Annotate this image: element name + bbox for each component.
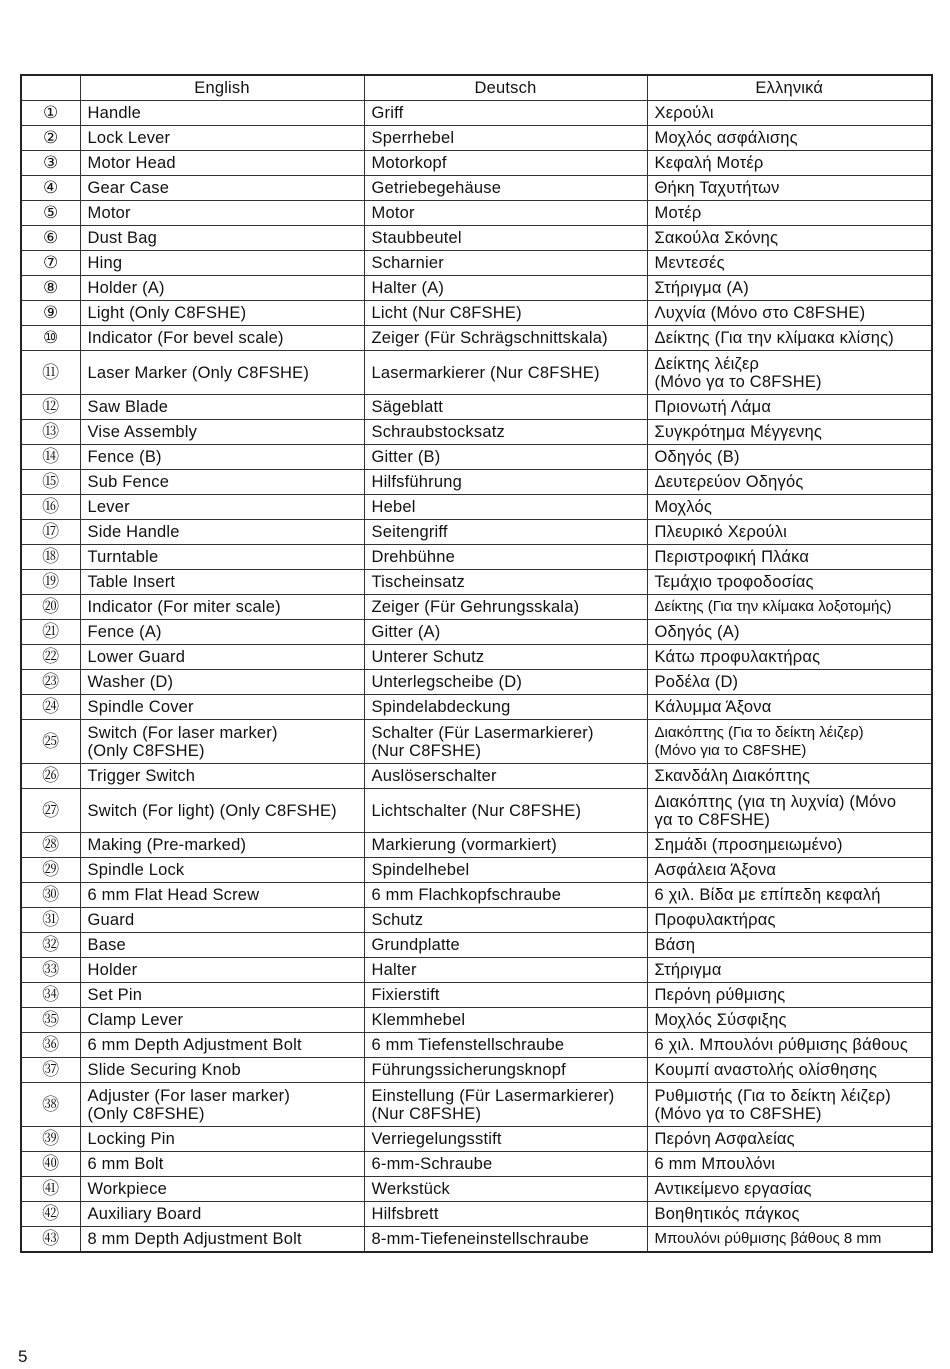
cell-deutsch: Spindelabdeckung — [364, 695, 647, 720]
cell-english: Gear Case — [80, 176, 364, 201]
cell-ellinika: Στήριγμα — [647, 958, 932, 983]
cell-deutsch: Hilfsführung — [364, 470, 647, 495]
row-number: ㊸ — [21, 1227, 80, 1253]
table-row — [21, 351, 932, 395]
table-row — [21, 695, 932, 720]
cell-deutsch: Motor — [364, 201, 647, 226]
header-english: English — [80, 75, 364, 101]
cell-ellinika: Πριονωτή Λάμα — [647, 395, 932, 420]
cell-ellinika: Οδηγός (Β) — [647, 445, 932, 470]
cell-english: Motor — [80, 201, 364, 226]
cell-deutsch: Sägeblatt — [364, 395, 647, 420]
cell-english: Saw Blade — [80, 395, 364, 420]
cell-ellinika — [647, 789, 932, 833]
cell-english: Laser Marker (Only C8FSHE) — [80, 351, 364, 395]
row-number: ⑥ — [21, 226, 80, 251]
cell-deutsch: Griff — [364, 101, 647, 126]
cell-deutsch: 6-mm-Schraube — [364, 1152, 647, 1177]
cell-ellinika: Ασφάλεια Άξονα — [647, 858, 932, 883]
cell-text: Schalter (Für Lasermarkierer) (Nur C8FSHE) — [371, 723, 594, 760]
row-number: ⑳ — [21, 595, 80, 620]
cell-ellinika: Κάτω προφυλακτήρας — [647, 645, 932, 670]
cell-ellinika: Περόνη Ασφαλείας — [647, 1127, 932, 1152]
cell-deutsch: Zeiger (Für Gehrungsskala) — [364, 595, 647, 620]
cell-ellinika — [647, 1083, 932, 1127]
cell-english: Switch (For light) (Only C8FSHE) — [80, 789, 364, 833]
cell-ellinika: Πλευρικό Χερούλι — [647, 520, 932, 545]
cell-deutsch: Spindelhebel — [364, 858, 647, 883]
row-number: ④ — [21, 176, 80, 201]
row-number: ㊶ — [21, 1177, 80, 1202]
cell-english: Set Pin — [80, 983, 364, 1008]
cell-english: Light (Only C8FSHE) — [80, 301, 364, 326]
table-row — [21, 1083, 932, 1127]
table-row — [21, 858, 932, 883]
cell-deutsch: Führungssicherungsknopf — [364, 1058, 647, 1083]
cell-ellinika: Αντικείμενο εργασίας — [647, 1177, 932, 1202]
table-row — [21, 395, 932, 420]
cell-english: Indicator (For bevel scale) — [80, 326, 364, 351]
row-number: ㊲ — [21, 1058, 80, 1083]
cell-ellinika: Μοχλός Σύσφιξης — [647, 1008, 932, 1033]
row-number: ⑰ — [21, 520, 80, 545]
cell-deutsch: Gitter (A) — [364, 620, 647, 645]
cell-deutsch: Fixierstift — [364, 983, 647, 1008]
table-row — [21, 670, 932, 695]
cell-english: 8 mm Depth Adjustment Bolt — [80, 1227, 364, 1253]
cell-ellinika: Περιστροφική Πλάκα — [647, 545, 932, 570]
table-row — [21, 470, 932, 495]
table-row — [21, 301, 932, 326]
cell-english: 6 mm Depth Adjustment Bolt — [80, 1033, 364, 1058]
cell-ellinika: Τεμάχιο τροφοδοσίας — [647, 570, 932, 595]
table-row — [21, 645, 932, 670]
cell-english: Holder (A) — [80, 276, 364, 301]
row-number: ㊱ — [21, 1033, 80, 1058]
cell-english: Washer (D) — [80, 670, 364, 695]
cell-deutsch: Sperrhebel — [364, 126, 647, 151]
cell-ellinika: Μοχλός ασφάλισης — [647, 126, 932, 151]
cell-english: Holder — [80, 958, 364, 983]
cell-english — [80, 1083, 364, 1127]
cell-deutsch — [364, 1083, 647, 1127]
cell-ellinika — [647, 351, 932, 395]
cell-ellinika: 6 χιλ. Μπουλόνι ρύθμισης βάθους — [647, 1033, 932, 1058]
row-number: ① — [21, 101, 80, 126]
cell-english: Lock Lever — [80, 126, 364, 151]
cell-english: Clamp Lever — [80, 1008, 364, 1033]
cell-ellinika: Δείκτης (Για την κλίμακα λοξοτομής) — [647, 595, 932, 620]
cell-ellinika: Δείκτης (Για την κλίμακα κλίσης) — [647, 326, 932, 351]
cell-english: Trigger Switch — [80, 764, 364, 789]
header-number — [21, 75, 80, 101]
row-number: ② — [21, 126, 80, 151]
cell-deutsch: Licht (Nur C8FSHE) — [364, 301, 647, 326]
cell-english: Fence (A) — [80, 620, 364, 645]
cell-ellinika: Στήριγμα (Α) — [647, 276, 932, 301]
cell-english: 6 mm Flat Head Screw — [80, 883, 364, 908]
row-number: ㉗ — [21, 789, 80, 833]
table-row — [21, 933, 932, 958]
cell-english: Vise Assembly — [80, 420, 364, 445]
cell-english — [80, 720, 364, 764]
table-row — [21, 101, 932, 126]
row-number: ⑪ — [21, 351, 80, 395]
cell-deutsch: Zeiger (Für Schrägschnittskala) — [364, 326, 647, 351]
cell-english: Sub Fence — [80, 470, 364, 495]
cell-deutsch: Markierung (vormarkiert) — [364, 833, 647, 858]
cell-english: Locking Pin — [80, 1127, 364, 1152]
cell-english: Side Handle — [80, 520, 364, 545]
cell-text: Δείκτης λέιζερ (Μόνο γα το C8FSHE) — [654, 354, 822, 391]
row-number: ㊵ — [21, 1152, 80, 1177]
row-number: ⑯ — [21, 495, 80, 520]
row-number: ⑦ — [21, 251, 80, 276]
cell-ellinika: Βάση — [647, 933, 932, 958]
cell-english: Table Insert — [80, 570, 364, 595]
table-row — [21, 570, 932, 595]
table-row — [21, 1202, 932, 1227]
table-row — [21, 595, 932, 620]
cell-deutsch: Verriegelungsstift — [364, 1127, 647, 1152]
cell-deutsch: Tischeinsatz — [364, 570, 647, 595]
row-number: ㉛ — [21, 908, 80, 933]
cell-deutsch: Klemmhebel — [364, 1008, 647, 1033]
cell-english: Indicator (For miter scale) — [80, 595, 364, 620]
cell-deutsch: Schraubstocksatz — [364, 420, 647, 445]
cell-deutsch: Gitter (B) — [364, 445, 647, 470]
header-row — [21, 75, 932, 101]
cell-english: Spindle Lock — [80, 858, 364, 883]
table-row — [21, 326, 932, 351]
cell-english: Lever — [80, 495, 364, 520]
cell-ellinika: Περόνη ρύθμισης — [647, 983, 932, 1008]
parts-list-table — [20, 74, 933, 1253]
cell-ellinika: Οδηγός (Α) — [647, 620, 932, 645]
cell-ellinika: 6 mm Μπουλόνι — [647, 1152, 932, 1177]
cell-english: Turntable — [80, 545, 364, 570]
cell-ellinika: Θήκη Ταχυτήτων — [647, 176, 932, 201]
row-number: ⑲ — [21, 570, 80, 595]
cell-english: Making (Pre-marked) — [80, 833, 364, 858]
cell-english: Slide Securing Knob — [80, 1058, 364, 1083]
cell-ellinika: Κεφαλή Μοτέρ — [647, 151, 932, 176]
cell-deutsch — [364, 720, 647, 764]
cell-ellinika: Μεντεσές — [647, 251, 932, 276]
cell-english: Fence (B) — [80, 445, 364, 470]
cell-english: Workpiece — [80, 1177, 364, 1202]
row-number: ㉒ — [21, 645, 80, 670]
cell-deutsch: Scharnier — [364, 251, 647, 276]
cell-deutsch: Halter — [364, 958, 647, 983]
cell-ellinika: Μοχλός — [647, 495, 932, 520]
row-number: ㉜ — [21, 933, 80, 958]
row-number: ㉑ — [21, 620, 80, 645]
row-number: ⑫ — [21, 395, 80, 420]
cell-ellinika: Μπουλόνι ρύθμισης βάθους 8 mm — [647, 1227, 932, 1253]
cell-ellinika: Σακούλα Σκόνης — [647, 226, 932, 251]
table-row — [21, 1152, 932, 1177]
row-number: ⑤ — [21, 201, 80, 226]
cell-text: Switch (For laser marker) (Only C8FSHE) — [87, 723, 278, 760]
table-row — [21, 620, 932, 645]
table-row — [21, 1008, 932, 1033]
cell-ellinika: Ροδέλα (D) — [647, 670, 932, 695]
header-ellinika: Ελληνικά — [647, 75, 932, 101]
row-number: ㊴ — [21, 1127, 80, 1152]
table-row — [21, 251, 932, 276]
table-body — [21, 101, 932, 1253]
cell-ellinika: Χερούλι — [647, 101, 932, 126]
table-row — [21, 883, 932, 908]
cell-deutsch: Hebel — [364, 495, 647, 520]
cell-ellinika: Προφυλακτήρας — [647, 908, 932, 933]
cell-english: Base — [80, 933, 364, 958]
row-number: ⑭ — [21, 445, 80, 470]
table-row — [21, 420, 932, 445]
table-row — [21, 1058, 932, 1083]
cell-deutsch: Lasermarkierer (Nur C8FSHE) — [364, 351, 647, 395]
table-row — [21, 276, 932, 301]
cell-ellinika: 6 χιλ. Βίδα με επίπεδη κεφαλή — [647, 883, 932, 908]
table-row — [21, 720, 932, 764]
cell-text: Διακόπτης (Για το δείκτη λέιζερ) (Μόνο για το C8FSHE) — [654, 723, 864, 759]
cell-ellinika: Βοηθητικός πάγκος — [647, 1202, 932, 1227]
row-number: ㊳ — [21, 1083, 80, 1127]
cell-deutsch: Lichtschalter (Nur C8FSHE) — [364, 789, 647, 833]
table-row — [21, 151, 932, 176]
cell-english: Dust Bag — [80, 226, 364, 251]
cell-deutsch: Drehbühne — [364, 545, 647, 570]
row-number: ㉟ — [21, 1008, 80, 1033]
cell-deutsch: Schutz — [364, 908, 647, 933]
row-number: ⑧ — [21, 276, 80, 301]
cell-deutsch: Staubbeutel — [364, 226, 647, 251]
cell-text: Διακόπτης (για τη λυχνία) (Μόνο γα το C8FSHE) — [654, 792, 897, 829]
cell-deutsch: Seitengriff — [364, 520, 647, 545]
cell-english: 6 mm Bolt — [80, 1152, 364, 1177]
header-deutsch: Deutsch — [364, 75, 647, 101]
row-number: ⑩ — [21, 326, 80, 351]
table-row — [21, 983, 932, 1008]
cell-text: Ρυθμιστής (Για το δείκτη λέιζερ) (Μόνο γα το C8FSHE) — [654, 1086, 891, 1123]
cell-deutsch: 8-mm-Tiefeneinstellschraube — [364, 1227, 647, 1253]
row-number: ㉖ — [21, 764, 80, 789]
row-number: ㉞ — [21, 983, 80, 1008]
table-row — [21, 1177, 932, 1202]
row-number: ⑬ — [21, 420, 80, 445]
table-row — [21, 201, 932, 226]
row-number: ㉙ — [21, 858, 80, 883]
row-number: ㉕ — [21, 720, 80, 764]
row-number: ㉔ — [21, 695, 80, 720]
table-row — [21, 226, 932, 251]
table-row — [21, 1033, 932, 1058]
row-number: ㉚ — [21, 883, 80, 908]
row-number: ③ — [21, 151, 80, 176]
cell-deutsch: 6 mm Flachkopfschraube — [364, 883, 647, 908]
row-number: ㉘ — [21, 833, 80, 858]
table-header — [21, 75, 932, 101]
row-number: ⑮ — [21, 470, 80, 495]
cell-deutsch: Auslöserschalter — [364, 764, 647, 789]
table-row — [21, 789, 932, 833]
cell-text: Einstellung (Für Lasermarkierer) (Nur C8FSHE) — [371, 1086, 615, 1123]
cell-deutsch: Hilfsbrett — [364, 1202, 647, 1227]
table-row — [21, 495, 932, 520]
table-row — [21, 908, 932, 933]
cell-english: Handle — [80, 101, 364, 126]
cell-ellinika: Λυχνία (Μόνο στο C8FSHE) — [647, 301, 932, 326]
cell-ellinika: Μοτέρ — [647, 201, 932, 226]
row-number: ㉓ — [21, 670, 80, 695]
cell-deutsch: Halter (A) — [364, 276, 647, 301]
cell-deutsch: Unterlegscheibe (D) — [364, 670, 647, 695]
cell-ellinika: Κάλυμμα Άξονα — [647, 695, 932, 720]
table-row — [21, 520, 932, 545]
row-number: ⑱ — [21, 545, 80, 570]
cell-deutsch: Motorkopf — [364, 151, 647, 176]
cell-deutsch: Unterer Schutz — [364, 645, 647, 670]
cell-english: Lower Guard — [80, 645, 364, 670]
table-row — [21, 1127, 932, 1152]
cell-deutsch: Werkstück — [364, 1177, 647, 1202]
table-row — [21, 833, 932, 858]
cell-english: Guard — [80, 908, 364, 933]
page-number: 5 — [18, 1347, 28, 1366]
cell-english: Auxiliary Board — [80, 1202, 364, 1227]
row-number: ㊷ — [21, 1202, 80, 1227]
row-number: ㉝ — [21, 958, 80, 983]
table-row — [21, 126, 932, 151]
cell-english: Spindle Cover — [80, 695, 364, 720]
cell-ellinika: Συγκρότημα Μέγγενης — [647, 420, 932, 445]
cell-english: Motor Head — [80, 151, 364, 176]
cell-ellinika — [647, 720, 932, 764]
cell-text: Adjuster (For laser marker) (Only C8FSHE) — [87, 1086, 291, 1123]
table-row — [21, 176, 932, 201]
cell-deutsch: Grundplatte — [364, 933, 647, 958]
table-row — [21, 764, 932, 789]
cell-deutsch: Getriebegehäuse — [364, 176, 647, 201]
cell-english: Hing — [80, 251, 364, 276]
table-row — [21, 958, 932, 983]
table-row — [21, 1227, 932, 1253]
cell-ellinika: Κουμπί αναστολής ολίσθησης — [647, 1058, 932, 1083]
cell-ellinika: Σημάδι (προσημειωμένο) — [647, 833, 932, 858]
cell-deutsch: 6 mm Tiefenstellschraube — [364, 1033, 647, 1058]
table-row — [21, 545, 932, 570]
row-number: ⑨ — [21, 301, 80, 326]
cell-ellinika: Σκανδάλη Διακόπτης — [647, 764, 932, 789]
table-row — [21, 445, 932, 470]
cell-ellinika: Δευτερεύον Οδηγός — [647, 470, 932, 495]
